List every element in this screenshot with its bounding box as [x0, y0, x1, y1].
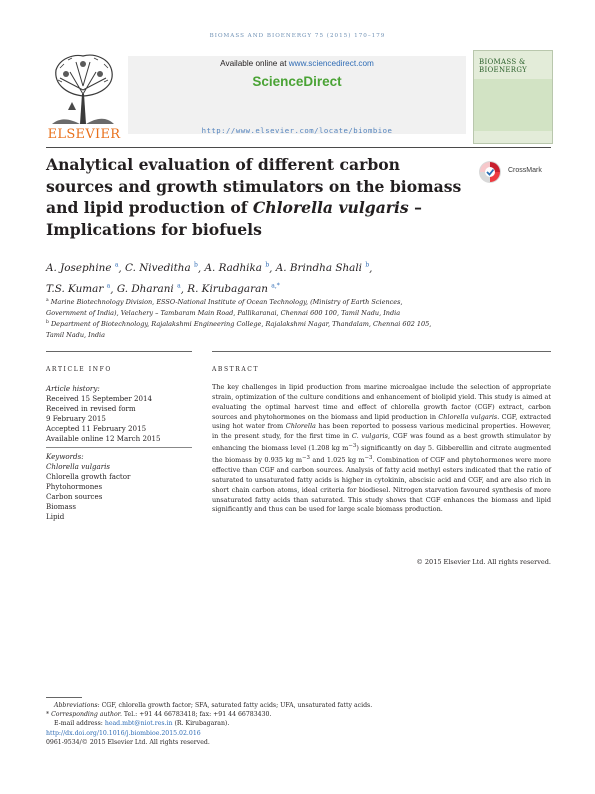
corresponding-author-note: * Corresponding author. Tel.: +91 44 66783418; fax: +91 44 66783430. — [46, 711, 272, 719]
sciencedirect-link[interactable]: www.sciencedirect.com — [288, 59, 374, 68]
keyword: Lipid — [46, 511, 65, 521]
crossmark-label: CrossMark — [508, 167, 542, 174]
footnote-rule — [46, 697, 82, 698]
footnotes — [46, 701, 551, 747]
affiliations — [46, 296, 551, 340]
article-info — [46, 384, 196, 522]
author[interactable]: R. Kirubagaran $^{a,*}$ — [187, 282, 280, 296]
article-info-heading: ARTICLE INFO — [46, 366, 112, 373]
abstract-text: The key challenges in lipid production from marine microalgae include the selection of appropriate strain, optimization of the culture conditions and enhancement of biolipid yield. This study is aimed at evaluating the optimal harvest time and effect of chlorella growth factor (CGF) extract, carbon sources and phytohormones on the biomass and lipid production in Chlorella vulgaris. CGF, extracted using hot water from Chlorella has been reported to possess various medicinal properties. However, in the present study, for the first time in C. vulgaris, CGF was found as a best growth stimulator by enhancing the biomass level (1.208 kg $m^{-3}$) significantly on day 5. Gibberellin and citrate augmented the biomass by 0.935 kg $m^{-3}$ and 1.025 kg $m^{-3}$. Combination of CGF and phytohormones were more effective than CGF and carbon sources. Analysis of fatty acid methyl esters indicated that the ratio of saturated to unsaturated fatty acids is higher in cytokinin, abscisic acid and CGF, and are also rich in short chain carbon atoms, ideal criteria for biodiesel. Nitrogen starvation favoured synthesis of more unsaturated fatty acids than saturated. This study shows that CGF enhances the biomass and lipid significantly and thus can be used for large scale biomass production. — [212, 383, 552, 514]
keywords-label: Keywords: — [46, 452, 84, 462]
author[interactable]: C. Niveditha $^b$ — [125, 262, 198, 275]
author[interactable]: A. Radhika $^b$ — [204, 262, 270, 275]
author[interactable]: T.S. Kumar $^a$ — [46, 282, 111, 296]
abstract-rule — [212, 351, 551, 352]
keyword: Biomass — [46, 501, 76, 511]
sciencedirect-band — [128, 56, 466, 134]
journal-url-link[interactable]: http://www.elsevier.com/locate/biombioe — [201, 126, 393, 135]
keywords-rule — [46, 447, 192, 448]
author[interactable]: G. Dharani $^a$ — [116, 282, 181, 296]
email-link[interactable]: head.mbt@niot.res.in — [104, 720, 173, 728]
keyword: Phytohormones — [46, 481, 103, 491]
available-prefix: Available online at — [220, 59, 289, 68]
history-item: Received in revised form — [46, 403, 136, 413]
history-label: Article history: — [46, 384, 100, 393]
abstract-copyright: © 2015 Elsevier Ltd. All rights reserved. — [416, 558, 551, 566]
journal-masthead — [46, 50, 551, 144]
elsevier-logo-text: ELSEVIER — [47, 127, 121, 142]
history-item: Received 15 September 2014 — [46, 393, 153, 403]
cover-title-line1: BIOMASS & — [479, 58, 526, 66]
article-info-rule — [46, 351, 192, 352]
cover-title — [479, 58, 549, 74]
author[interactable]: A. Josephine $^a$ — [46, 262, 119, 275]
affiliation-a-line1: $^a$ Marine Biotechnology Division, ESSO-National Institute of Ocean Technology, (Ministry of Earth Sciences, — [46, 298, 403, 307]
history-item: Accepted 11 February 2015 — [46, 423, 147, 433]
journal-cover — [473, 50, 553, 144]
title-part2: – Implications for biofuels — [46, 198, 422, 239]
affiliation-b-line2: Tamil Nadu, India — [46, 330, 106, 339]
affiliation-a-line2: Government of India), Velachery – Tambaram Main Road, Pallikaranai, Chennai 600 100, Tamil Nadu, India — [46, 308, 401, 317]
keyword: Chlorella vulgaris — [46, 462, 111, 472]
email-note: E-mail address: head.mbt@niot.res.in (R. Kirubagaran). — [54, 720, 230, 728]
crossmark-button[interactable] — [478, 160, 550, 182]
sciencedirect-logo: ScienceDirect — [252, 74, 342, 89]
abstract-heading: ABSTRACT — [212, 366, 260, 373]
title-italic: Chlorella vulgaris — [252, 198, 409, 217]
author[interactable]: A. Brindha Shali $^b$ — [275, 262, 370, 275]
running-head: BIOMASS AND BIOENERGY 75 (2015) 170–179 — [209, 33, 386, 39]
keyword: Carbon sources — [46, 491, 103, 501]
affiliation-b-line1: $^b$ Department of Biotechnology, Rajalakshmi Engineering College, Rajalakshmi Nagar, Thandalam, Chennai 602 105, — [46, 320, 432, 329]
crossmark-icon — [478, 160, 502, 184]
issn-line: 0961-9534/© 2015 Elsevier Ltd. All rights reserved. — [46, 738, 210, 746]
abbreviations-note: Abbreviations: CGF, chlorella growth factor; SFA, saturated fatty acids; UFA, unsaturated fatty acids. — [54, 702, 373, 709]
elsevier-tree-icon — [46, 50, 120, 126]
cover-image-band — [474, 79, 552, 131]
keyword: Chlorella growth factor — [46, 472, 131, 482]
history-item: Available online 12 March 2015 — [46, 433, 161, 443]
history-item: 9 February 2015 — [46, 413, 106, 423]
cover-title-line2: BIOENERGY — [479, 66, 528, 74]
author-list: A. Josephine $^a$, C. Niveditha $^b$, A. Radhika $^b$, A. Brindha Shali $^b$, T.S. Kumar $^a$, G. Dharani $^a$, R. Kirubagaran $^{a,*}$ — [46, 262, 373, 296]
header-rule — [46, 147, 551, 148]
title-part1: Analytical evaluation of different carbon sources and growth stimulators on the biomass and lipid production of — [46, 155, 462, 217]
doi-link[interactable]: http://dx.doi.org/10.1016/j.biombioe.2015.02.016 — [46, 729, 201, 737]
article-title — [46, 154, 466, 240]
available-online — [128, 59, 466, 68]
